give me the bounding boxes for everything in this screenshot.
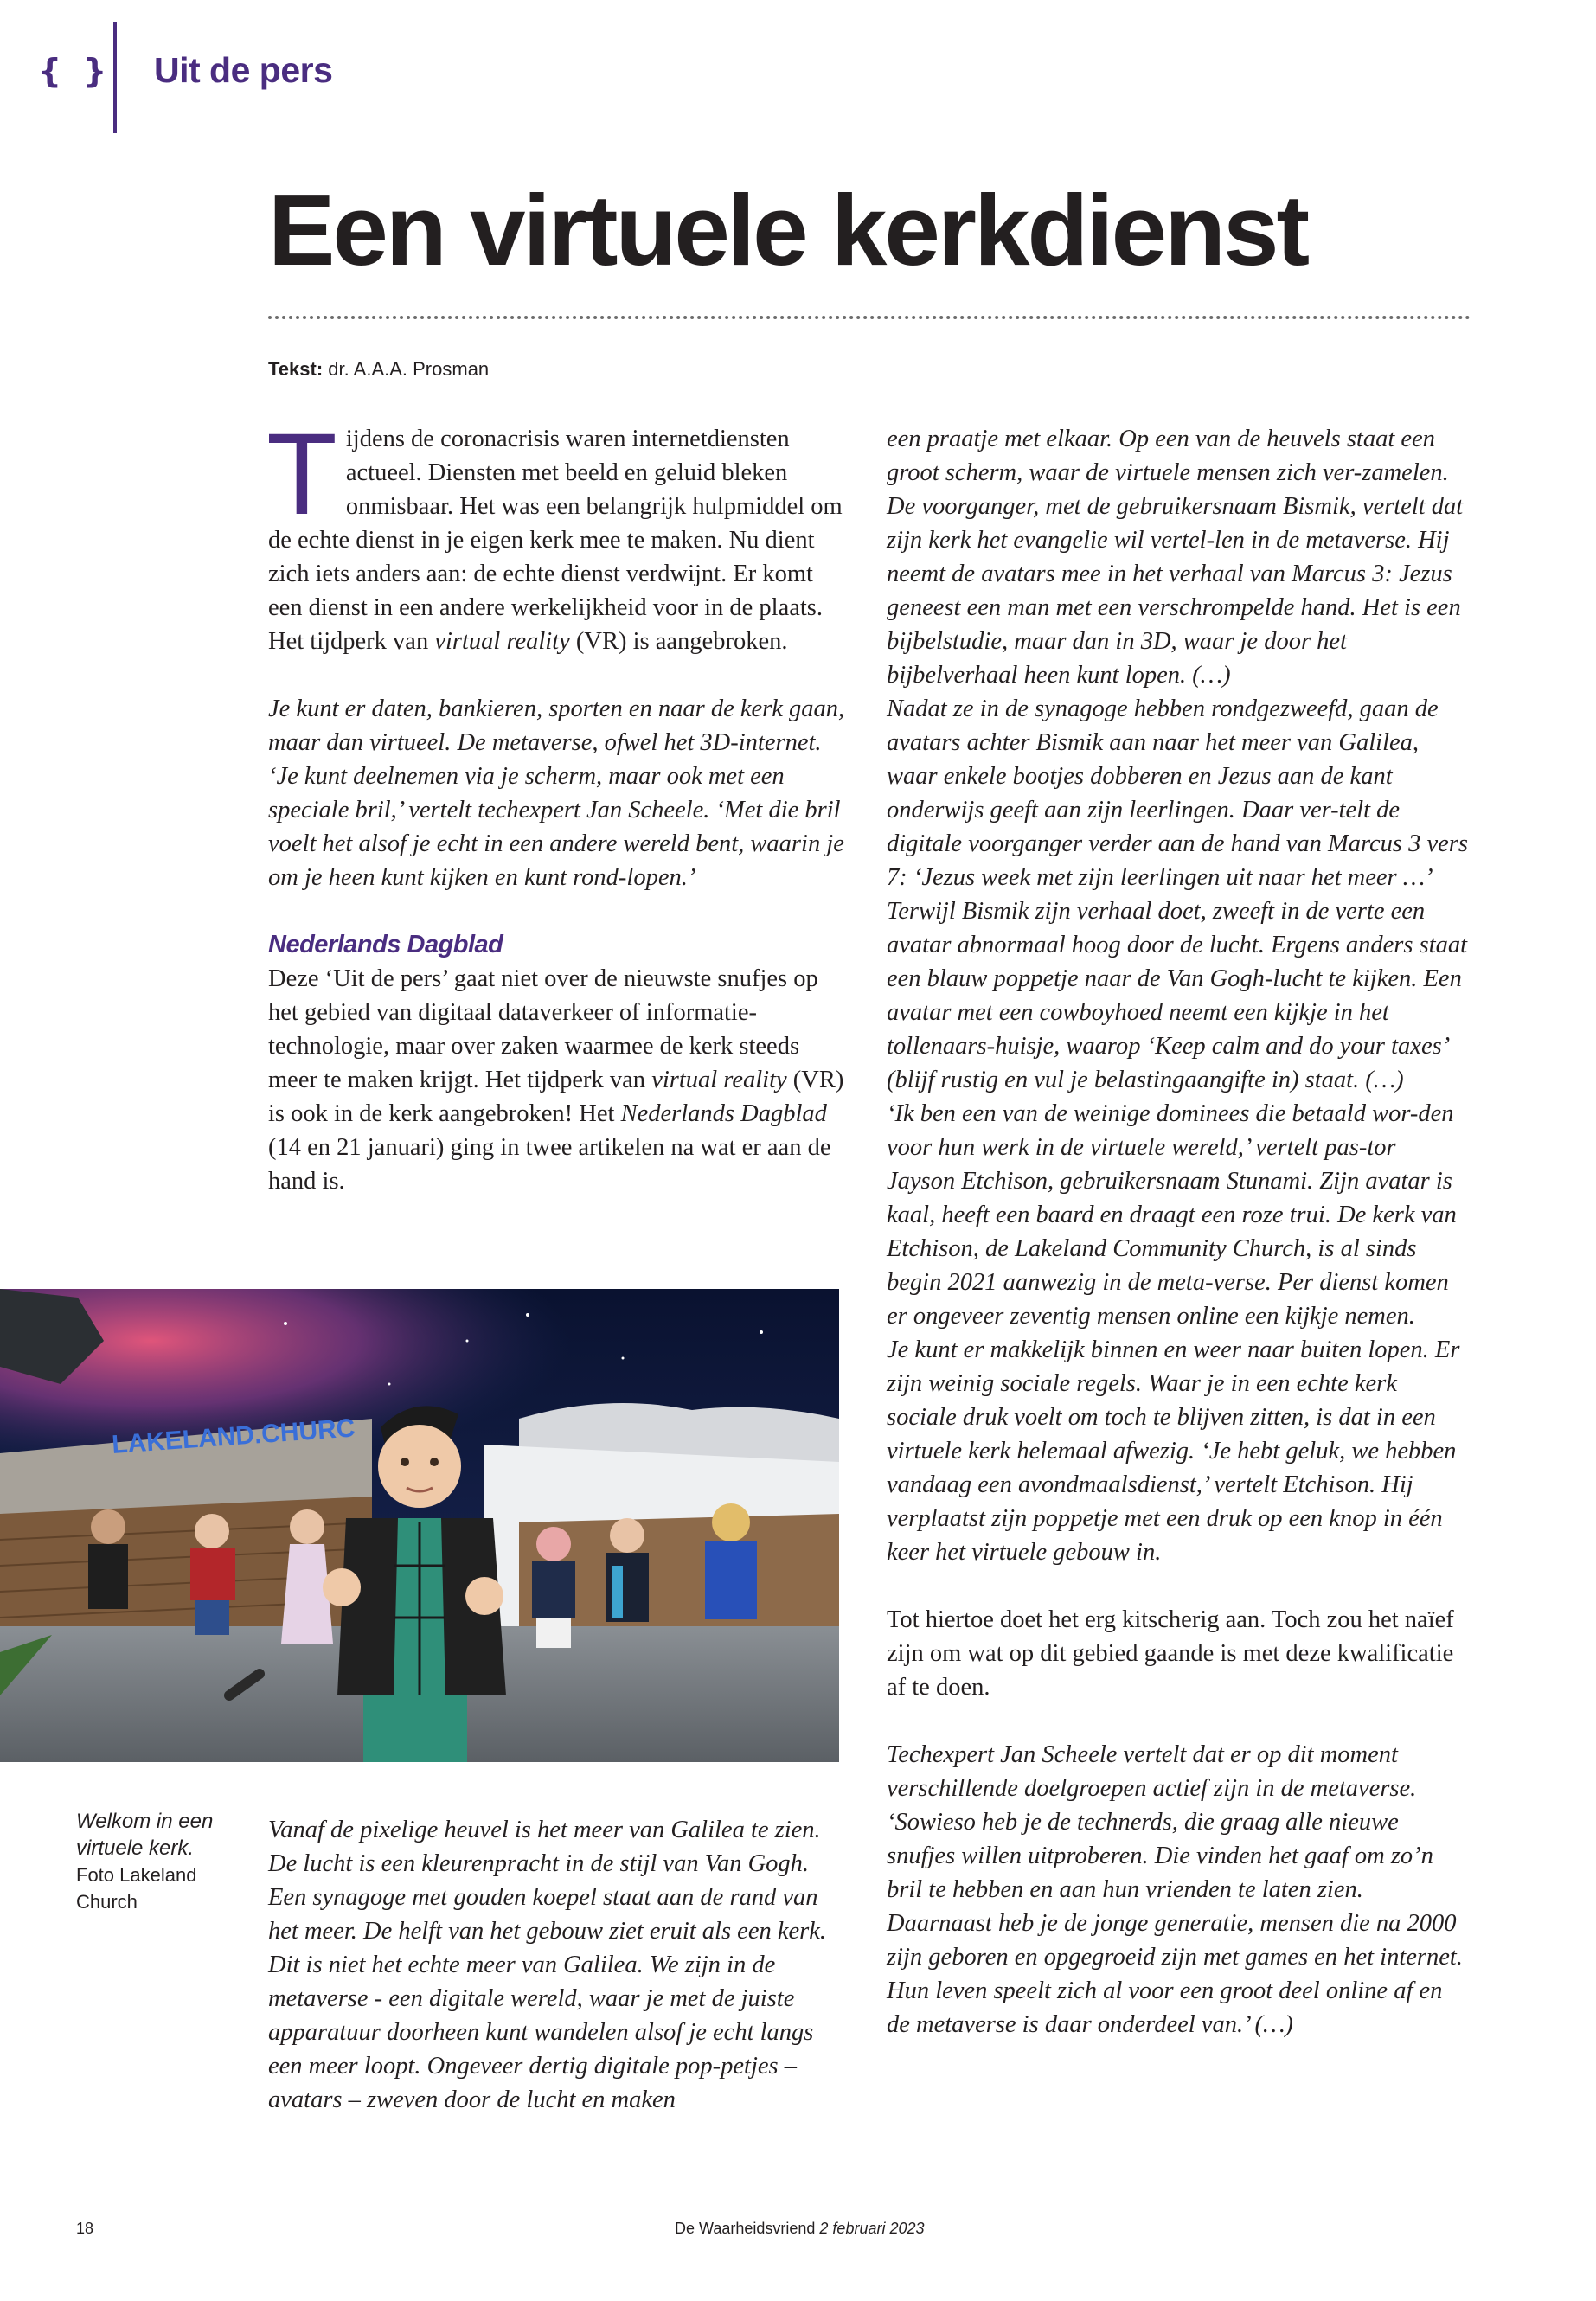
- right-paragraph-2: Nadat ze in de synagoge hebben rondgezweefd, gaan de avatars achter Bismik aan naar het meer van Galilea, waar enkele bootjes dobberen en Jezus aan de kant onderwijs geeft aan zijn leerlingen. Daar ver-telt de digitale voorganger verder aan de hand van Marcus 3 vers 7: ‘Jezus week met zijn leerlingen uit naar het meer …’ Terwijl Bismik zijn verhaal doet, zweeft in de verte een avatar abnormaal hoog door de lucht. Ergens anders staat een blauw poppetje naar de Van Gogh-lucht te kijken. Een avatar met een cowboyhoed neemt een kijkje in het tollenaars-huisje, waarop ‘Keep calm and do your taxes’ (blijf rustig en vul je belastingaangifte in) staat. (…): [887, 695, 1468, 1093]
- right-paragraph-6: Techexpert Jan Scheele vertelt dat er op dit moment verschillende doelgroepen actief zijn in de metaverse. ‘Sowieso heb je de technerds, die graag alle nieuwe snufjes willen uitproberen. Die vinden het gaaf om zo’n bril te hebben en aan hun vrienden te laten zien. Daarnaast heb je de jonge generatie, mensen die na 2000 zijn geboren en opgegroeid zijn met games en het internet. Hun leven speelt zich al voor een groot deel online af en de metaverse is daar onderdeel van.’ (…): [887, 1741, 1463, 2038]
- church-sign-text: LAKELAND.CHURC: [111, 1413, 356, 1459]
- header-divider: [113, 22, 117, 133]
- caption-title-line-2: virtuele kerk.: [76, 1836, 195, 1860]
- article-title: Een virtuele kerkdienst: [268, 174, 1308, 286]
- caption-title-line-1: Welkom in een: [76, 1810, 214, 1833]
- article-photo: [0, 1289, 839, 1762]
- photo-caption: [76, 1808, 258, 1915]
- galilea-paragraph: Vanaf de pixelige heuvel is het meer van Galilea te zien. De lucht is een kleurenpracht in de stijl van Van Gogh. Een synagoge met gouden koepel staat aan de rand van het meer. De helft van het gebouw ziet eruit als een kerk.: [268, 1817, 827, 1945]
- left-column-bottom: [268, 1813, 849, 2117]
- metaverse-paragraph: Dit is niet het echte meer van Galilea. We zijn in de metaverse - een digitale wereld, waar je met de juiste apparatuur doorheen kunt wandelen alsof je echt langs een meer loopt. Ongeveer dertig digitale pop-petjes – avatars – zweven door de lucht en maken: [268, 1952, 814, 2113]
- issue-date: 2 februari 2023: [819, 2220, 925, 2237]
- page-number: 18: [76, 2220, 94, 2237]
- section-label: Uit de pers: [154, 50, 333, 90]
- right-paragraph-5: Tot hiertoe doet het erg kitscherig aan. Toch zou het naïef zijn om wat op dit gebied gaande is met deze kwalificatie af te doen.: [887, 1606, 1454, 1701]
- right-column: [887, 422, 1468, 2041]
- drop-cap: T: [266, 410, 337, 539]
- right-paragraph-4: Je kunt er makkelijk binnen en weer naar buiten lopen. Er zijn weinig sociale regels. Waar je in een echte kerk sociale druk voelt om toch te blijven zitten, is dat in een virtuele kerk helemaal afwezig. ‘Je hebt geluk, we hebben vandaag een avondmaalsdienst,’ vertelt Etchison. Hij verplaatst zijn poppetje met een druk op een knop in één keer het virtuele gebouw in.: [887, 1336, 1460, 1566]
- right-paragraph-3: ‘Ik ben een van de weinige dominees die betaald wor-den voor hun werk in de virtuele wereld,’ vertelt pas-tor Jayson Etchison, gebruikersnaam Stunami. Zijn avatar is kaal, heeft een baard en draagt een roze trui. De kerk van Etchison, de Lakeland Community Church, is al sinds begin 2021 aanwezig in de meta-verse. Per dienst komen er ongeveer zeventig mensen online een kijkje nemen.: [887, 1100, 1457, 1330]
- intro-paragraph: Tijdens de coronacrisis waren internetdiensten actueel. Diensten met beeld en geluid bleken onmisbaar. Het was een belangrijk hulpmiddel om de echte dienst in je eigen kerk mee te maken. Nu dient zich iets anders aan: de echte dienst verdwijnt. Er komt een dienst in een andere werkelijkheid voor in de plaats. Het tijdperk van virtual reality (VR) is aangebroken.: [266, 410, 843, 655]
- subheading: Nederlands Dagblad: [268, 931, 503, 958]
- byline: [268, 358, 489, 381]
- footer-publication: [675, 2220, 925, 2238]
- magazine-name: De Waarheidsvriend: [675, 2220, 816, 2237]
- quote-paragraph: Je kunt er daten, bankieren, sporten en naar de kerk gaan, maar dan virtueel. De metaverse, ofwel het 3D-internet. ‘Je kunt deelnemen via je scherm, maar ook met een speciale bril,’ vertelt techexpert Jan Scheele. ‘Met die bril voelt het alsof je echt in een andere wereld bent, waarin je om je heen kunt kijken en kunt rond-lopen.’: [268, 695, 845, 891]
- left-column-top: [266, 410, 849, 1198]
- title-dotted-rule: [268, 316, 1471, 319]
- byline-label: Tekst:: [268, 358, 324, 380]
- braces-logo: { }: [38, 52, 112, 90]
- nd-paragraph: Deze ‘Uit de pers’ gaat niet over de nieuwste snufjes op het gebied van digitaal dataverkeer of informatie-technologie, maar over zaken waarmee de kerk steeds meer te maken krijgt. Het tijdperk van virtual reality (VR) is ook in de kerk aangebroken! Het Nederlands Dagblad (14 en 21 januari) ging in twee artikelen na wat er aan de hand is.: [268, 965, 844, 1195]
- byline-author: dr. A.A.A. Prosman: [328, 358, 490, 380]
- caption-credit: Foto Lakeland Church: [76, 1864, 197, 1913]
- right-paragraph-1: een praatje met elkaar. Op een van de heuvels staat een groot scherm, waar de virtuele mensen zich ver-zamelen. De voorganger, met de gebruikersnaam Bismik, vertelt dat zijn kerk het evangelie wil vertel-len in de metaverse. Hij neemt de avatars mee in het verhaal van Marcus 3: Jezus geneest een man met een verschrompelde hand. Het is een bijbelstudie, maar dan in 3D, waar je door het bijbelverhaal heen kunt lopen. (…): [887, 426, 1464, 689]
